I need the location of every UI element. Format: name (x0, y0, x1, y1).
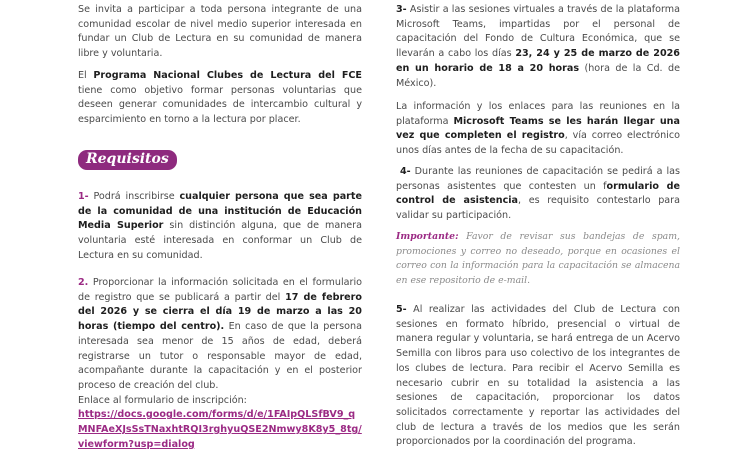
text: sin distinción alguna, que de manera voluntaria esté interesada en conformar un Club de Lectura en su comunidad. (78, 220, 363, 261)
text: (hora de la Cd. de México). (396, 62, 680, 89)
text: , vía correo electrónico unos días antes de la fecha de su capacitación. (396, 130, 680, 157)
important-note (396, 230, 680, 289)
text: Durante las reuniones de capacitación se pedirá a las personas asistentes que contesten un f (396, 166, 680, 192)
requirement-1 (78, 190, 362, 264)
text: Podrá inscribirse (88, 191, 180, 202)
registration-form-link[interactable]: https://docs.google.com/forms/d/e/1FAIpQLSfBV9_qMNFAeXJsSsTNaxhtRQI3rghyuQSE2Nmwy8K8y5_8tg/viewform?usp=dialog (78, 409, 362, 450)
link-label: Enlace al formulario de inscripción: (78, 394, 247, 406)
text: Proporcionar la información solicitada en el formulario de registro que se publicará a partir del (78, 277, 362, 303)
requirement-2 (78, 276, 362, 452)
bold-text: 17 de febrero del 2026 y se cierra el día 19 de marzo a las 20 horas (tiempo del centro). (78, 291, 363, 333)
requisitos-heading: Requisitos (78, 150, 177, 170)
bold-text: Microsoft Teams se les harán llegar una vez que completen el registro (396, 115, 680, 142)
text: La información y los enlaces para las reuniones en la plataforma (396, 101, 680, 127)
item-number: 3- (396, 4, 407, 15)
requirement-5 (396, 303, 680, 450)
text: Asistir a las sesiones virtuales a través de la plataforma Microsoft Teams, impartidas por el personal de capacitación del Fondo de Cultura Económica, que se llevarán a cabo los días (396, 4, 680, 60)
bold-text: ormulario de control de asistencia (396, 180, 680, 207)
text: El (78, 70, 94, 81)
requirement-4 (396, 165, 680, 224)
text: Al realizar las actividades del Club de Lectura con sesiones en formato híbrido, presencial o virtual de manera regular y voluntaria, se hará entrega de un Acervo Semilla con libros para uso colectivo de los integrantes de los clubes de lectura. Para recibir el Acervo Semilla es necesario cubrir en su totalidad la asistencia a las sesiones de capacitación, proporcionar los datos solicitados correctamente y reportar las actividades del club de lectura a través de los medios que les serán proporcionados por la coordinación del programa. (396, 304, 680, 448)
program-name: Programa Nacional Clubes de Lectura del FCE (93, 70, 362, 81)
item-number: 5- (396, 304, 407, 315)
item-number: 2. (78, 277, 89, 288)
teams-info-paragraph (396, 100, 680, 159)
bold-text: cualquier persona que sea parte de la comunidad de una institución de Educación Media Superior (78, 191, 362, 232)
requirement-3 (396, 3, 680, 91)
important-label: Importante: (396, 231, 459, 242)
intro-paragraph: Se invita a participar a toda persona integrante de una comunidad escolar de nivel medio superior interesada en fundar un Club de Lectura en su comunidad de manera libre y voluntaria. (78, 4, 362, 60)
program-paragraph (78, 69, 362, 128)
text: Favor de revisar sus bandejas de spam, promociones y correo no deseado, porque en ocasiones el correo con la información para la capacitación se almacena en ese repositorio de e-mail. (396, 231, 680, 287)
bold-text: 23, 24 y 25 de marzo de 2026 en un horario de 18 a 20 horas (396, 48, 680, 74)
text: En caso de que la persona interesada sea menor de 15 años de edad, deberá registrarse un tutor o responsable mayor de edad, acompañante durante la capacitación y en el posterior proceso de creación del club. (78, 321, 362, 391)
item-number: 1- (78, 191, 89, 202)
text: tiene como objetivo formar personas voluntarias que deseen generar comunidades de intercambio cultural y esparcimiento en torno a la lectura por placer. (78, 84, 362, 126)
item-number: 4- (400, 166, 411, 177)
text: , es requisito contestarlo para validar su participación. (396, 195, 681, 222)
